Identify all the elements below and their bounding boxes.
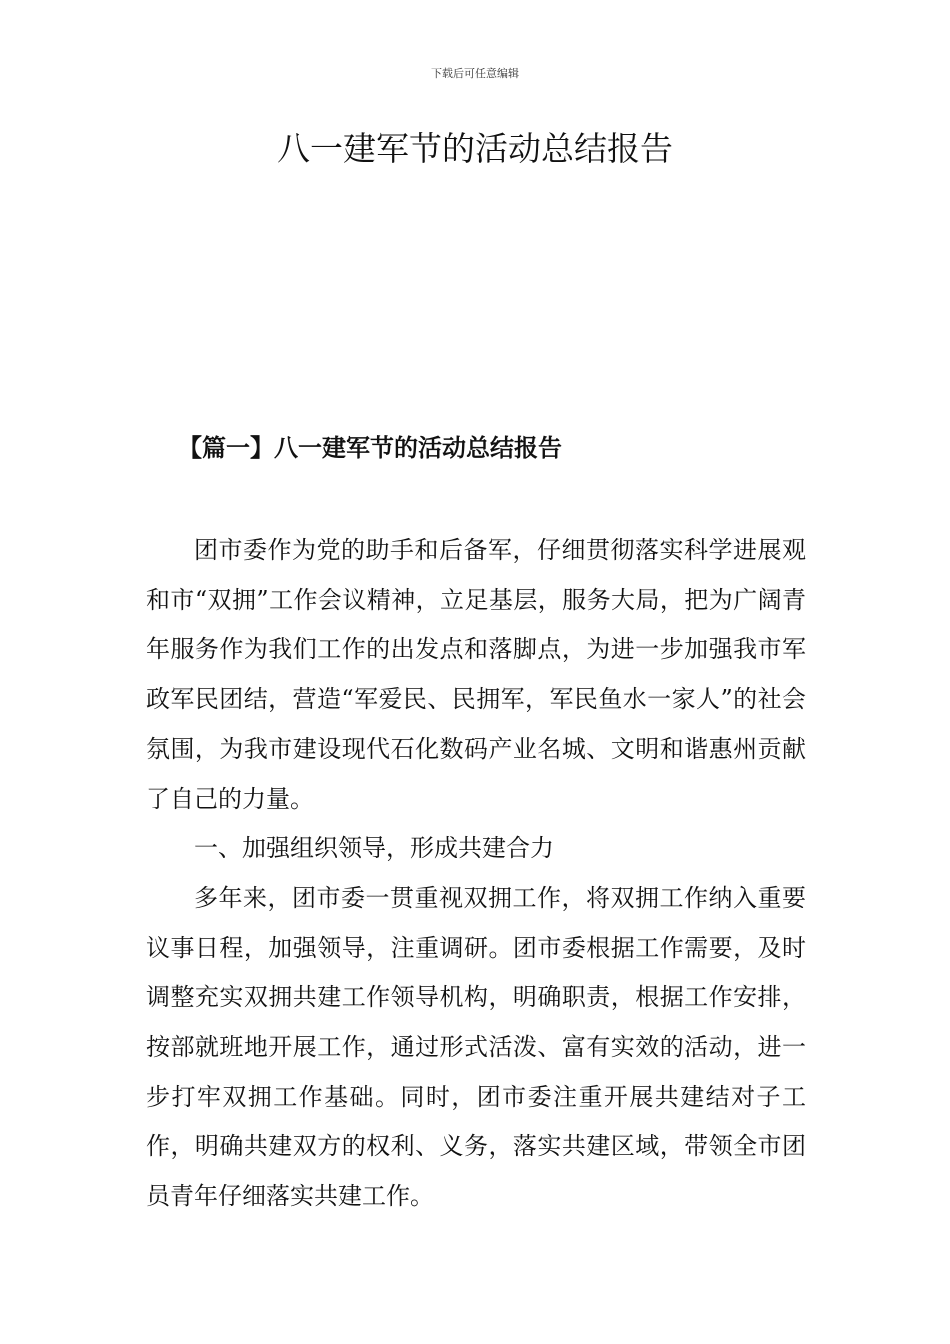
document-title: 八一建军节的活动总结报告 (277, 129, 673, 168)
paragraph-body: 多年来，团市委一贯重视双拥工作，将双拥工作纳入重要议事日程，加强领导，注重调研。团市委根据工作需要，及时调整充实双拥共建工作领导机构，明确职责，根据工作安排，按部就班地开展工作，通过形式活泼、富有实效的活动，进一步打牢双拥工作基础。同时，团市委注重开展共建结对子工作，明确共建双方的权利、义务，落实共建区域，带领全市团员青年仔细落实共建工作。 (146, 883, 806, 1211)
paragraph-subheading: 一、加强组织领导，形成共建合力 (194, 834, 554, 863)
section-heading: 【篇一】八一建军节的活动总结报告 (178, 433, 562, 462)
header-note: 下载后可任意编辑 (431, 67, 519, 80)
body-text (146, 526, 806, 1222)
paragraph-intro: 团市委作为党的助手和后备军，仔细贯彻落实科学进展观和市“双拥”工作会议精神，立足基层，服务大局，把为广阔青年服务作为我们工作的出发点和落脚点，为进一步加强我市军政军民团结，营造“军爱民、民拥军，军民鱼水一家人”的社会氛围，为我市建设现代石化数码产业名城、文明和谐惠州贡献了自己的力量。 (146, 536, 806, 813)
